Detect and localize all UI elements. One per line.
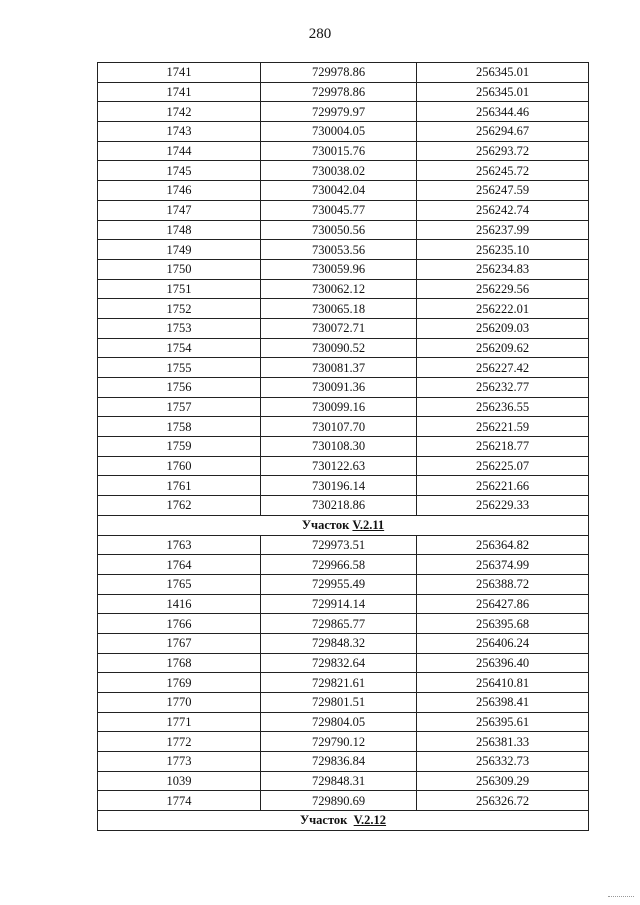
point-number-cell: 1763 (98, 535, 261, 555)
table-row (98, 614, 589, 634)
table-row (98, 476, 589, 496)
x-coordinate-cell: 729801.51 (261, 693, 417, 713)
y-coordinate-cell: 256209.62 (417, 338, 589, 358)
table-row (98, 82, 589, 102)
x-coordinate-cell: 730081.37 (261, 358, 417, 378)
y-coordinate-cell: 256381.33 (417, 732, 589, 752)
coordinates-table (97, 62, 589, 831)
table-row (98, 791, 589, 811)
x-coordinate-cell: 730045.77 (261, 200, 417, 220)
x-coordinate-cell: 729955.49 (261, 574, 417, 594)
y-coordinate-cell: 256209.03 (417, 318, 589, 338)
point-number-cell: 1755 (98, 358, 261, 378)
point-number-cell: 1761 (98, 476, 261, 496)
table-row (98, 633, 589, 653)
y-coordinate-cell: 256236.55 (417, 397, 589, 417)
x-coordinate-cell: 730099.16 (261, 397, 417, 417)
point-number-cell: 1760 (98, 456, 261, 476)
point-number-cell: 1756 (98, 378, 261, 398)
x-coordinate-cell: 730042.04 (261, 181, 417, 201)
point-number-cell: 1774 (98, 791, 261, 811)
table-row (98, 712, 589, 732)
point-number-cell: 1743 (98, 122, 261, 142)
y-coordinate-cell: 256221.66 (417, 476, 589, 496)
x-coordinate-cell: 730072.71 (261, 318, 417, 338)
table-row (98, 240, 589, 260)
x-coordinate-cell: 729790.12 (261, 732, 417, 752)
section-title-code: V.2.11 (352, 518, 385, 533)
table-row (98, 574, 589, 594)
point-number-cell: 1762 (98, 496, 261, 516)
y-coordinate-cell: 256374.99 (417, 555, 589, 575)
point-number-cell: 1746 (98, 181, 261, 201)
point-number-cell: 1766 (98, 614, 261, 634)
y-coordinate-cell: 256410.81 (417, 673, 589, 693)
y-coordinate-cell: 256326.72 (417, 791, 589, 811)
x-coordinate-cell: 729966.58 (261, 555, 417, 575)
y-coordinate-cell: 256242.74 (417, 200, 589, 220)
section-title-prefix: Участок (299, 813, 354, 828)
x-coordinate-cell: 729979.97 (261, 102, 417, 122)
y-coordinate-cell: 256222.01 (417, 299, 589, 319)
point-number-cell: 1741 (98, 63, 261, 83)
y-coordinate-cell: 256395.68 (417, 614, 589, 634)
table-row (98, 693, 589, 713)
table-row (98, 673, 589, 693)
section-title-code: V.2.12 (353, 813, 387, 828)
table-row (98, 496, 589, 516)
scan-corner-mark (608, 896, 634, 901)
y-coordinate-cell: 256427.86 (417, 594, 589, 614)
x-coordinate-cell: 730062.12 (261, 279, 417, 299)
y-coordinate-cell: 256309.29 (417, 771, 589, 791)
y-coordinate-cell: 256344.46 (417, 102, 589, 122)
y-coordinate-cell: 256332.73 (417, 752, 589, 772)
table-row (98, 437, 589, 457)
point-number-cell: 1758 (98, 417, 261, 437)
point-number-cell: 1768 (98, 653, 261, 673)
table-row (98, 338, 589, 358)
page-number: 280 (308, 26, 332, 42)
point-number-cell: 1752 (98, 299, 261, 319)
x-coordinate-cell: 729832.64 (261, 653, 417, 673)
x-coordinate-cell: 729978.86 (261, 82, 417, 102)
x-coordinate-cell: 729865.77 (261, 614, 417, 634)
table-row (98, 397, 589, 417)
x-coordinate-cell: 729821.61 (261, 673, 417, 693)
x-coordinate-cell: 730065.18 (261, 299, 417, 319)
table-row (98, 200, 589, 220)
x-coordinate-cell: 729848.32 (261, 633, 417, 653)
point-number-cell: 1765 (98, 574, 261, 594)
x-coordinate-cell: 730038.02 (261, 161, 417, 181)
table-row (98, 771, 589, 791)
x-coordinate-cell: 729836.84 (261, 752, 417, 772)
point-number-cell: 1771 (98, 712, 261, 732)
section-title (98, 515, 589, 535)
y-coordinate-cell: 256345.01 (417, 82, 589, 102)
y-coordinate-cell: 256364.82 (417, 535, 589, 555)
x-coordinate-cell: 730107.70 (261, 417, 417, 437)
table-row (98, 456, 589, 476)
point-number-cell: 1767 (98, 633, 261, 653)
y-coordinate-cell: 256229.33 (417, 496, 589, 516)
point-number-cell: 1764 (98, 555, 261, 575)
section-title (98, 811, 589, 831)
point-number-cell: 1751 (98, 279, 261, 299)
y-coordinate-cell: 256294.67 (417, 122, 589, 142)
table-row (98, 653, 589, 673)
x-coordinate-cell: 730122.63 (261, 456, 417, 476)
y-coordinate-cell: 256221.59 (417, 417, 589, 437)
point-number-cell: 1749 (98, 240, 261, 260)
point-number-cell: 1769 (98, 673, 261, 693)
x-coordinate-cell: 730196.14 (261, 476, 417, 496)
section-title-prefix: Участок (301, 518, 353, 533)
point-number-cell: 1745 (98, 161, 261, 181)
table-row (98, 417, 589, 437)
x-coordinate-cell: 730004.05 (261, 122, 417, 142)
x-coordinate-cell: 729890.69 (261, 791, 417, 811)
point-number-cell: 1753 (98, 318, 261, 338)
x-coordinate-cell: 730090.52 (261, 338, 417, 358)
section-header-row (98, 811, 589, 831)
x-coordinate-cell: 730108.30 (261, 437, 417, 457)
y-coordinate-cell: 256229.56 (417, 279, 589, 299)
point-number-cell: 1744 (98, 141, 261, 161)
table-row (98, 161, 589, 181)
y-coordinate-cell: 256218.77 (417, 437, 589, 457)
table-row (98, 279, 589, 299)
x-coordinate-cell: 730059.96 (261, 259, 417, 279)
y-coordinate-cell: 256237.99 (417, 220, 589, 240)
table-row (98, 63, 589, 83)
point-number-cell: 1416 (98, 594, 261, 614)
point-number-cell: 1039 (98, 771, 261, 791)
x-coordinate-cell: 730050.56 (261, 220, 417, 240)
table-row (98, 594, 589, 614)
y-coordinate-cell: 256232.77 (417, 378, 589, 398)
table-row (98, 122, 589, 142)
table-row (98, 141, 589, 161)
x-coordinate-cell: 730015.76 (261, 141, 417, 161)
point-number-cell: 1741 (98, 82, 261, 102)
y-coordinate-cell: 256247.59 (417, 181, 589, 201)
table-row (98, 378, 589, 398)
y-coordinate-cell: 256234.83 (417, 259, 589, 279)
table-row (98, 535, 589, 555)
y-coordinate-cell: 256225.07 (417, 456, 589, 476)
point-number-cell: 1748 (98, 220, 261, 240)
x-coordinate-cell: 730053.56 (261, 240, 417, 260)
table-row (98, 259, 589, 279)
y-coordinate-cell: 256406.24 (417, 633, 589, 653)
point-number-cell: 1770 (98, 693, 261, 713)
point-number-cell: 1747 (98, 200, 261, 220)
point-number-cell: 1742 (98, 102, 261, 122)
table-row (98, 752, 589, 772)
point-number-cell: 1773 (98, 752, 261, 772)
table-row (98, 299, 589, 319)
table-row (98, 732, 589, 752)
y-coordinate-cell: 256227.42 (417, 358, 589, 378)
x-coordinate-cell: 730091.36 (261, 378, 417, 398)
y-coordinate-cell: 256396.40 (417, 653, 589, 673)
table-row (98, 358, 589, 378)
x-coordinate-cell: 729978.86 (261, 63, 417, 83)
y-coordinate-cell: 256345.01 (417, 63, 589, 83)
x-coordinate-cell: 729804.05 (261, 712, 417, 732)
point-number-cell: 1757 (98, 397, 261, 417)
point-number-cell: 1754 (98, 338, 261, 358)
table-row (98, 318, 589, 338)
y-coordinate-cell: 256395.61 (417, 712, 589, 732)
y-coordinate-cell: 256293.72 (417, 141, 589, 161)
y-coordinate-cell: 256235.10 (417, 240, 589, 260)
point-number-cell: 1772 (98, 732, 261, 752)
section-header-row (98, 515, 589, 535)
point-number-cell: 1759 (98, 437, 261, 457)
y-coordinate-cell: 256388.72 (417, 574, 589, 594)
coordinates-table-body (98, 63, 589, 831)
table-row (98, 555, 589, 575)
x-coordinate-cell: 730218.86 (261, 496, 417, 516)
table-row (98, 181, 589, 201)
x-coordinate-cell: 729973.51 (261, 535, 417, 555)
table-row (98, 220, 589, 240)
x-coordinate-cell: 729914.14 (261, 594, 417, 614)
table-row (98, 102, 589, 122)
y-coordinate-cell: 256398.41 (417, 693, 589, 713)
point-number-cell: 1750 (98, 259, 261, 279)
y-coordinate-cell: 256245.72 (417, 161, 589, 181)
x-coordinate-cell: 729848.31 (261, 771, 417, 791)
